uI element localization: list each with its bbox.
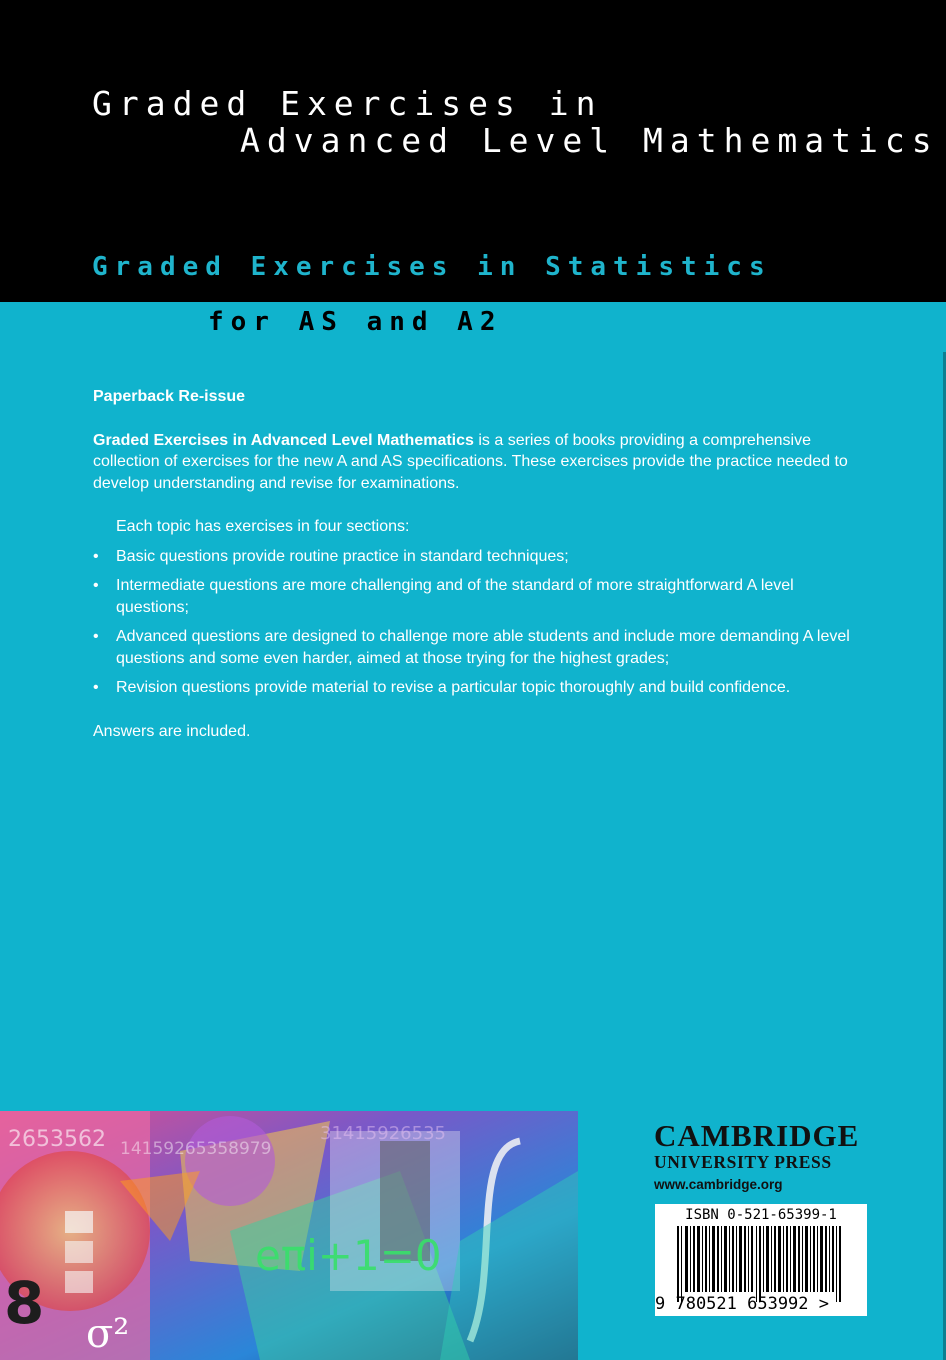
list-item-text: Revision questions provide material to revise a particular topic thoroughly and build confidence.: [116, 679, 791, 696]
list-item: [93, 626, 863, 669]
isbn-digits: 9 780521 653992 >: [655, 1294, 829, 1314]
book-title-line1: Graded Exercises in Statistics: [92, 252, 772, 282]
list-item: [93, 575, 863, 618]
collage-digits-b: 14159265358979: [120, 1139, 272, 1159]
answers-note: Answers are included.: [93, 722, 251, 740]
intro-series-name: Graded Exercises in Advanced Level Mathematics: [93, 431, 474, 449]
bullet-icon: •: [93, 547, 99, 565]
list-item: [93, 546, 863, 568]
bullet-icon: •: [93, 577, 99, 594]
series-title-line1: Graded Exercises in: [92, 84, 603, 123]
series-title-line2: Advanced Level Mathematics: [240, 121, 939, 160]
list-item: [93, 677, 863, 699]
list-item-text: Basic questions provide routine practice in standard techniques;: [116, 547, 569, 565]
collage-sigma: σ²: [86, 1311, 130, 1357]
edition-label: Paperback Re-issue: [93, 388, 246, 405]
isbn-barcode: [655, 1204, 867, 1316]
bullet-icon: •: [93, 679, 99, 696]
intro-text: is a series of books providing a comprehensive collection of exercises for the new A and AS specifications. These exercises provide the practice needed to develop understanding and revise for examinations.: [93, 431, 848, 492]
blurb: [93, 386, 863, 742]
title-band: [0, 0, 946, 302]
sections-lead: Each topic has exercises in four sections:: [116, 518, 410, 535]
book-title-line2: for AS and A2: [208, 307, 503, 337]
sections-list: [93, 546, 863, 699]
collage-formula: eπi+1=0: [255, 1231, 442, 1280]
intro-paragraph: [93, 430, 863, 495]
publisher-name: CAMBRIDGE: [654, 1118, 860, 1153]
bullet-icon: •: [93, 628, 99, 645]
isbn-label: ISBN 0-521-65399-1: [685, 1207, 837, 1223]
publisher-url: www.cambridge.org: [654, 1177, 783, 1192]
collage-number: 8: [4, 1269, 45, 1337]
list-item-text: Intermediate questions are more challenging and of the standard of more straightforward A level questions;: [116, 577, 794, 616]
math-collage-image: [0, 1111, 578, 1360]
publisher-logo: [654, 1120, 869, 1192]
collage-digits-c: 31415926535: [320, 1123, 446, 1144]
publisher-subname: UNIVERSITY PRESS: [654, 1152, 832, 1172]
list-item-text: Advanced questions are designed to challenge more able students and include more demanding A level questions and some even harder, aimed at those trying for the highest grades;: [116, 628, 850, 667]
collage-digits-a: 2653562: [8, 1127, 106, 1152]
